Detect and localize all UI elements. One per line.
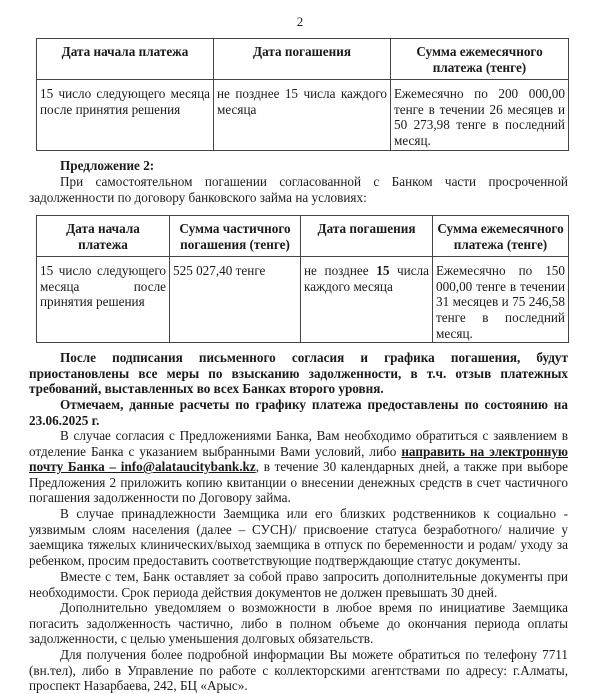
calculation-date-notice — [29, 397, 568, 428]
suspension-notice-text: После подписания письменного согласия и графика погашения, будут приостановлены все меры по взысканию задолженности, в т.ч. отзыв платежных требований, выставленных во всех Банках второго уровня. — [29, 350, 568, 397]
cell-start-date: 15 число следующего месяца после принятия решения — [37, 80, 214, 150]
header-monthly-amount: Сумма ежемесячного платежа (тенге) — [391, 39, 569, 80]
header-start-date: Дата начала платежа — [37, 216, 170, 257]
additional-documents-paragraph: Вместе с тем, Банк оставляет за собой право запросить дополнительные документы при необходимости. Срок периода действия документов не должен превышать 30 дней. — [29, 569, 568, 600]
payment-schedule-table-2 — [36, 215, 569, 343]
calculation-date-notice-text: Отмечаем, данные расчеты по графику платежа предоставлены по состоянию на 23.06.2025 г. — [29, 397, 568, 428]
header-due-date: Дата погашения — [301, 216, 433, 257]
cell-monthly-amount: Ежемесячно по 150 000,00 тенге в течении 31 месяцев и 75 246,58 тенге в последний месяц. — [433, 257, 569, 343]
header-start-date: Дата начала платежа — [37, 39, 214, 80]
offer-2-intro: При самостоятельном погашении согласованной с Банком части просроченной задолженности по договору банковского займа на условиях: — [29, 174, 568, 205]
contact-information-paragraph: Для получения более подробной информации Вы можете обратиться по телефону 7711 (вн.тел), либо в Управление по работе с коллекторскими агентствами по адресу: г.Алматы, проспект Назарбаева, 242, БЦ «Арыс». — [29, 647, 568, 694]
bank-email-link[interactable]: направить на электронную почту Банка – info@alataucitybank.kz — [29, 443, 568, 475]
cell-due-date — [301, 257, 433, 343]
offer-2-title — [60, 158, 568, 174]
header-due-date: Дата погашения — [214, 39, 391, 80]
table-row — [37, 80, 569, 150]
offer-2-title-text: Предложение 2: — [60, 158, 155, 173]
due-day: 15 — [376, 263, 390, 279]
cell-partial-amount: 525 027,40 тенге — [170, 257, 301, 343]
table-header-row — [37, 216, 569, 257]
page-number: 2 — [296, 14, 304, 29]
header-monthly-amount: Сумма ежемесячного платежа (тенге) — [433, 216, 569, 257]
table-header-row — [37, 39, 569, 80]
consent-text-before: В случае согласия с Предложениями Банка, Вам необходимо обратиться с заявлением в отделение Банка с указанием выбранными Вами условий, либо — [29, 428, 568, 459]
vulnerable-groups-paragraph: В случае принадлежности Заемщика или его близких родственников к социально - уязвимым слоям населения (далее – СУСН)/ присвоение статуса безработного/ наличие у заемщика тяжелых клинических/выход заемщика в отпуск по беременности и родам/ уходу за ребенком, просим предоставить соответствующие подтверждающие статус документы. — [29, 506, 568, 568]
suspension-notice — [29, 350, 568, 397]
consent-text-after: , в течение 30 календарных дней, а также при выборе Предложения 2 приложить копию квитанции о внесении денежных средств в счет частичного погашения задолженности по Договору займа. — [29, 459, 569, 506]
header-partial-amount: Сумма частичного погашения (тенге) — [170, 216, 301, 257]
payment-schedule-table-1 — [36, 38, 569, 151]
consent-instructions — [29, 428, 568, 506]
early-repayment-paragraph: Дополнительно уведомляем о возможности в любое время по инициативе Заемщика погасить задолженность частично, либо в полном объеме до окончания периода оплаты задолженности, с целью уменьшения долговых обязательств. — [29, 600, 568, 647]
due-suffix: числа каждого месяца — [304, 263, 429, 294]
due-prefix: не позднее — [304, 263, 377, 279]
cell-due-date: не позднее 15 числа каждого месяца — [214, 80, 391, 150]
cell-start-date: 15 число следующего месяца после принятия решения — [37, 257, 170, 343]
table-row — [37, 257, 569, 343]
cell-monthly-amount: Ежемесячно по 200 000,00 тенге в течении 26 месяцев и 50 273,98 тенге в последний месяц. — [391, 80, 569, 150]
